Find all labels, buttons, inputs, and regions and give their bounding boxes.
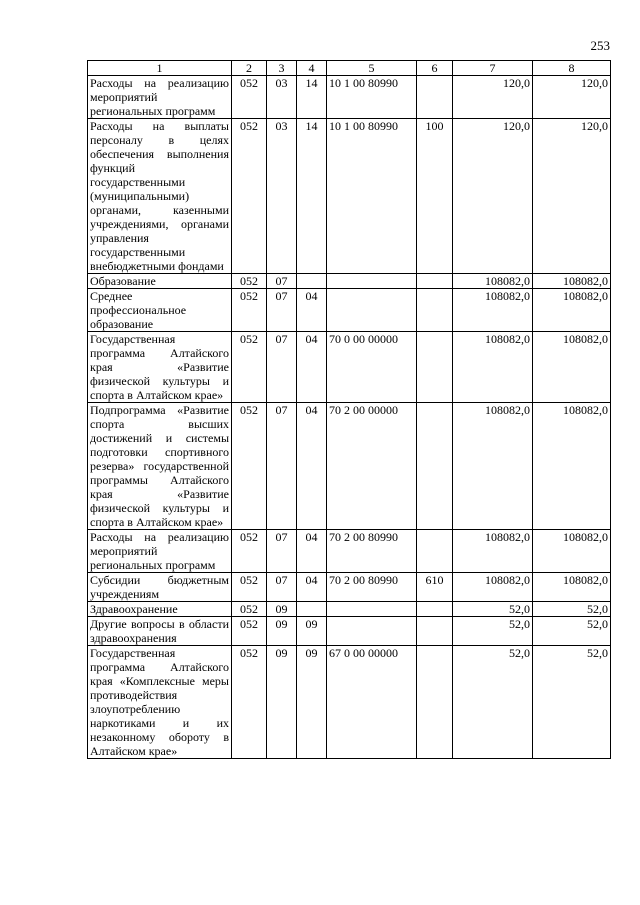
table-row [88,289,611,332]
amount-col7-cell: 120,0 [453,76,533,119]
amount-col7-cell: 108082,0 [453,573,533,602]
code-target-article-cell: 10 1 00 80990 [327,119,417,274]
code-target-article-cell [327,274,417,289]
code-expense-type-cell [417,332,453,403]
amount-col8-cell: 52,0 [533,617,611,646]
row-name-cell: Субсидии бюджетным учреждениям [88,573,232,602]
table-row [88,646,611,759]
code-section-cell: 07 [267,530,297,573]
code-subsection-cell: 14 [297,76,327,119]
amount-col7-cell: 108082,0 [453,274,533,289]
code-ministry-cell: 052 [232,530,267,573]
code-expense-type-cell [417,530,453,573]
code-subsection-cell: 04 [297,530,327,573]
table-row [88,274,611,289]
amount-col7-cell: 108082,0 [453,289,533,332]
column-header: 4 [297,61,327,76]
amount-col7-cell: 120,0 [453,119,533,274]
row-name-cell: Образование [88,274,232,289]
column-header: 6 [417,61,453,76]
code-target-article-cell: 70 0 00 00000 [327,332,417,403]
code-expense-type-cell [417,403,453,530]
code-ministry-cell: 052 [232,403,267,530]
column-header: 7 [453,61,533,76]
code-expense-type-cell [417,289,453,332]
code-subsection-cell: 14 [297,119,327,274]
code-target-article-cell [327,289,417,332]
amount-col8-cell: 120,0 [533,119,611,274]
code-section-cell: 07 [267,573,297,602]
code-subsection-cell [297,602,327,617]
amount-col8-cell: 120,0 [533,76,611,119]
code-target-article-cell [327,602,417,617]
column-header: 1 [88,61,232,76]
code-subsection-cell [297,274,327,289]
code-section-cell: 03 [267,76,297,119]
code-subsection-cell: 09 [297,646,327,759]
code-section-cell: 07 [267,274,297,289]
code-expense-type-cell [417,602,453,617]
code-target-article-cell: 10 1 00 80990 [327,76,417,119]
table-row [88,530,611,573]
code-ministry-cell: 052 [232,274,267,289]
row-name-cell: Государственная программа Алтайского края «Комплексные меры противодействия злоупотреблению наркотиками и их незаконному обороту в Алтайском крае» [88,646,232,759]
table-body [88,76,611,759]
row-name-cell: Расходы на реализацию мероприятий региональных программ [88,76,232,119]
row-name-cell: Среднее профессиональное образование [88,289,232,332]
code-section-cell: 07 [267,332,297,403]
code-section-cell: 09 [267,602,297,617]
code-ministry-cell: 052 [232,289,267,332]
table-header-row [88,61,611,76]
column-header: 8 [533,61,611,76]
code-target-article-cell: 70 2 00 00000 [327,403,417,530]
code-target-article-cell: 70 2 00 80990 [327,530,417,573]
budget-table [87,60,611,759]
code-expense-type-cell [417,274,453,289]
code-subsection-cell: 04 [297,332,327,403]
table-row [88,332,611,403]
code-expense-type-cell: 100 [417,119,453,274]
row-name-cell: Расходы на выплаты персоналу в целях обеспечения выполнения функций государственными (муниципальными) органами, казенными учреждениями, органами управления государственными внебюджетными фондами [88,119,232,274]
page-number: 253 [590,38,610,53]
code-expense-type-cell [417,617,453,646]
amount-col8-cell: 52,0 [533,602,611,617]
row-name-cell: Расходы на реализацию мероприятий региональных программ [88,530,232,573]
amount-col8-cell: 108082,0 [533,530,611,573]
amount-col8-cell: 108082,0 [533,274,611,289]
column-header: 5 [327,61,417,76]
amount-col7-cell: 108082,0 [453,332,533,403]
amount-col7-cell: 108082,0 [453,530,533,573]
code-target-article-cell [327,617,417,646]
code-expense-type-cell [417,76,453,119]
code-ministry-cell: 052 [232,573,267,602]
code-target-article-cell: 70 2 00 80990 [327,573,417,602]
code-expense-type-cell: 610 [417,573,453,602]
amount-col8-cell: 52,0 [533,646,611,759]
row-name-cell: Здравоохранение [88,602,232,617]
table-row [88,617,611,646]
code-section-cell: 09 [267,617,297,646]
code-ministry-cell: 052 [232,617,267,646]
code-section-cell: 09 [267,646,297,759]
row-name-cell: Другие вопросы в области здравоохранения [88,617,232,646]
code-subsection-cell: 04 [297,573,327,602]
row-name-cell: Подпрограмма «Развитие спорта высших достижений и системы подготовки спортивного резерва» государственной программы Алтайского края «Развитие физической культуры и спорта в Алтайском крае» [88,403,232,530]
amount-col7-cell: 52,0 [453,646,533,759]
code-ministry-cell: 052 [232,76,267,119]
amount-col8-cell: 108082,0 [533,403,611,530]
code-section-cell: 07 [267,403,297,530]
code-target-article-cell: 67 0 00 00000 [327,646,417,759]
amount-col8-cell: 108082,0 [533,289,611,332]
code-ministry-cell: 052 [232,646,267,759]
amount-col7-cell: 52,0 [453,602,533,617]
code-section-cell: 03 [267,119,297,274]
row-name-cell: Государственная программа Алтайского края «Развитие физической культуры и спорта в Алтайском крае» [88,332,232,403]
table-row [88,602,611,617]
code-subsection-cell: 09 [297,617,327,646]
column-header: 3 [267,61,297,76]
amount-col7-cell: 108082,0 [453,403,533,530]
code-subsection-cell: 04 [297,403,327,530]
table-row [88,76,611,119]
code-section-cell: 07 [267,289,297,332]
column-header: 2 [232,61,267,76]
amount-col7-cell: 52,0 [453,617,533,646]
code-subsection-cell: 04 [297,289,327,332]
amount-col8-cell: 108082,0 [533,332,611,403]
table-row [88,403,611,530]
code-ministry-cell: 052 [232,119,267,274]
amount-col8-cell: 108082,0 [533,573,611,602]
code-expense-type-cell [417,646,453,759]
table-row [88,119,611,274]
code-ministry-cell: 052 [232,332,267,403]
code-ministry-cell: 052 [232,602,267,617]
table-row [88,573,611,602]
